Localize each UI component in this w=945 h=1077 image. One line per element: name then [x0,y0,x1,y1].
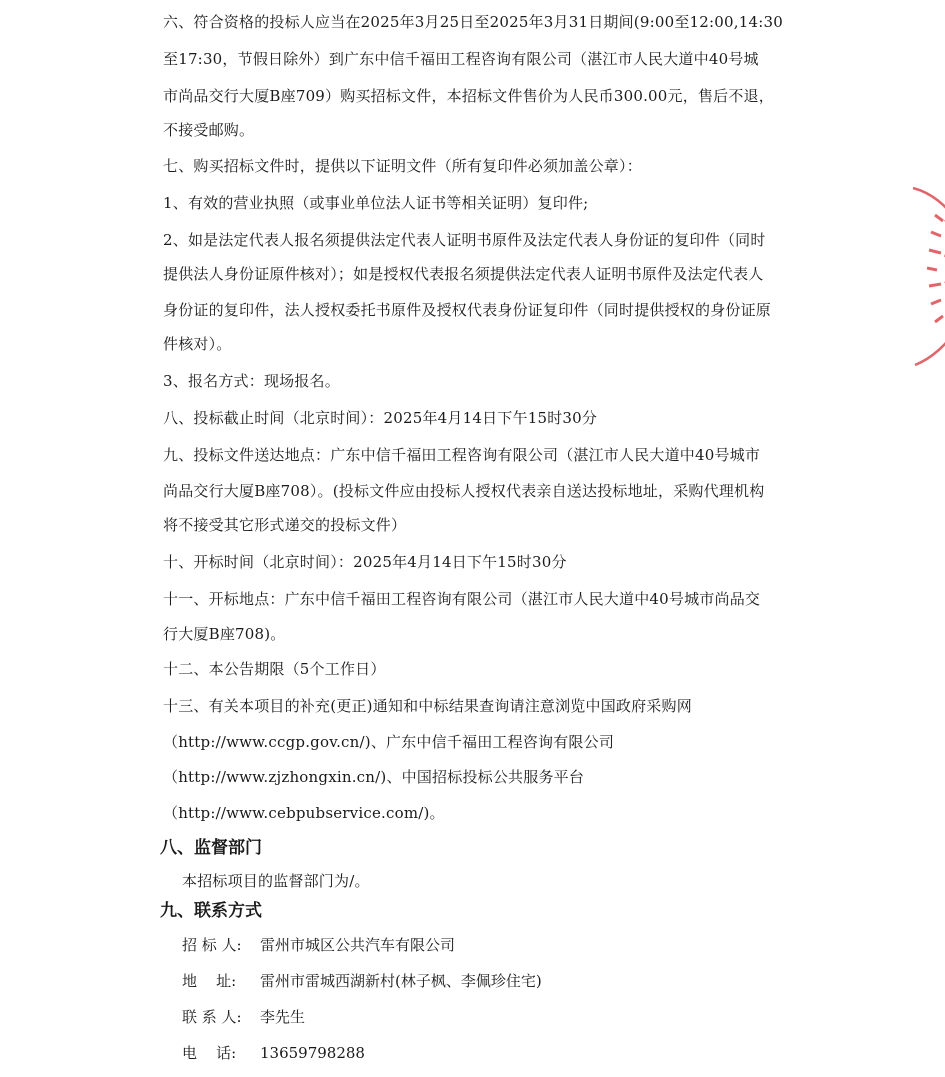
para-11-line-1: 十一、开标地点：广东中信千福田工程咨询有限公司（湛江市人民大道中40号城市尚品交 [163,590,761,608]
item-2-line-3: 身份证的复印件，法人授权委托书原件及授权代表身份证复印件（同时提供授权的身份证原 [163,301,772,319]
para-11-line-2: 行大厦B座708)。 [163,625,286,643]
para-7-line-1: 七、购买招标文件时，提供以下证明文件（所有复印件必须加盖公章）： [163,157,642,175]
contact-label: 联 系 人: [182,1008,242,1026]
para-13-line-4: （http://www.cebpubservice.com/)。 [163,804,445,822]
para-9-line-3: 将不接受其它形式递交的投标文件） [163,516,407,534]
para-12-line-1: 十二、本公告期限（5个工作日） [163,660,386,678]
para-9-line-1: 九、投标文件送达地点：广东中信千福田工程咨询有限公司（湛江市人民大道中40号城市 [163,446,761,464]
para-6-line-1: 六、符合资格的投标人应当在2025年3月25日至2025年3月31日期间(9:00至12:00,14:30 [163,13,783,31]
para-6-line-4: 不接受邮购。 [163,121,255,139]
item-2-line-2: 提供法人身份证原件核对）；如是授权代表报名须提供法定代表人证明书原件及法定代表人 [163,265,764,283]
contact-value: 雷州市雷城西湖新村(林子枫、李佩珍住宅) [260,972,542,990]
contact-row-address [182,971,542,991]
para-6-line-3: 市尚品交行大厦B座709）购买招标文件，本招标文件售价为人民币300.00元，售后不退， [163,87,774,105]
contact-label: 招 标 人: [182,936,242,954]
contact-row-tenderer [182,935,455,955]
para-13-line-2: （http://www.ccgp.gov.cn/)、广东中信千福田工程咨询有限公司 [163,733,615,751]
para-6-line-2: 至17:30，节假日除外）到广东中信千福田工程咨询有限公司（湛江市人民大道中40号城 [163,50,759,68]
section-8-body: 本招标项目的监督部门为/。 [182,872,370,890]
contact-value: 13659798288 [260,1044,365,1062]
item-2-line-1: 2、如是法定代表人报名须提供法定代表人证明书原件及法定代表人身份证的复印件（同时 [163,231,766,249]
para-10-line-1: 十、开标时间（北京时间）：2025年4月14日下午15时30分 [163,553,567,571]
contact-label: 电 话: [182,1044,237,1062]
contact-label: 地 址: [182,972,237,990]
item-1-line-1: 1、有效的营业执照（或事业单位法人证书等相关证明）复印件; [163,194,589,212]
contact-value: 雷州市城区公共汽车有限公司 [260,936,456,954]
contact-row-phone [182,1043,365,1063]
para-8-line-1: 八、投标截止时间（北京时间）：2025年4月14日下午15时30分 [163,409,598,427]
para-9-line-2: 尚品交行大厦B座708）。(投标文件应由投标人授权代表亲自送达投标地址，采购代理机构 [163,482,765,500]
seal-stamp-icon [905,180,945,380]
contact-row-person [182,1007,305,1027]
section-8-heading: 八、监督部门 [160,838,262,858]
section-9-heading: 九、联系方式 [160,901,262,921]
contact-value: 李先生 [260,1008,306,1026]
item-2-line-4: 件核对）。 [163,335,232,353]
para-13-line-1: 十三、有关本项目的补充(更正)通知和中标结果查询请注意浏览中国政府采购网 [163,697,692,715]
item-3-line-1: 3、报名方式：现场报名。 [163,372,340,390]
para-13-line-3: （http://www.zjzhongxin.cn/)、中国招标投标公共服务平台 [163,768,585,786]
